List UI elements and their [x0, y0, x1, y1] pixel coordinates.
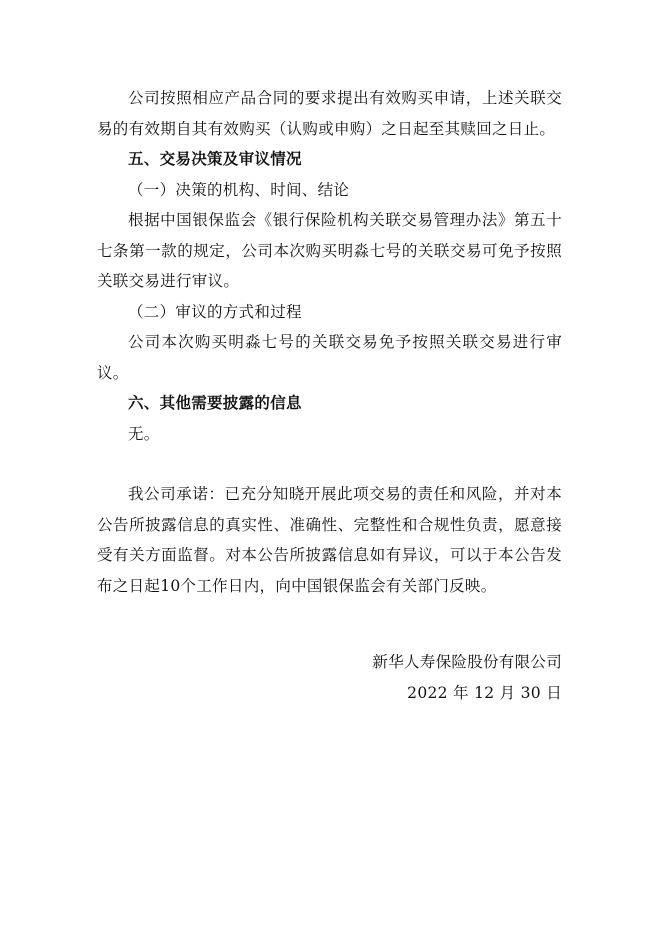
- section-5-sub-1-heading: （一）决策的机构、时间、结论: [128, 180, 350, 199]
- document-page: [97, 83, 562, 708]
- signature-company: 新华人寿保险股份有限公司: [372, 653, 562, 671]
- commitment-paragraph: 我公司承诺：已充分知晓开展此项交易的责任和风险，并对本公告所披露信息的真实性、准确性、完整性和合规性负责，愿意接受有关方面监督。对本公告所披露信息如有异议，可以于本公告发布之日起10个工作日内，向中国银保监会有关部门反映。: [97, 485, 562, 595]
- section-5-sub-2-text: 公司本次购买明淼七号的关联交易免予按照关联交易进行审议。: [97, 333, 562, 382]
- section-5-sub-1-text: 根据中国银保监会《银行保险机构关联交易管理办法》第五十七条第一款的规定，公司本次购买明淼七号的关联交易可免予按照关联交易进行审议。: [97, 211, 562, 290]
- section-6-text: 无。: [128, 424, 160, 443]
- spacer: [97, 601, 562, 647]
- continuation-paragraph: 公司按照相应产品合同的要求提出有效购买申请，上述关联交易的有效期自其有效购买（认购或申购）之日起至其赎回之日止。: [97, 89, 562, 138]
- signature-date: 2022 年 12 月 30 日: [407, 683, 562, 702]
- section-5-sub-2-heading: （二）审议的方式和过程: [128, 302, 302, 321]
- spacer: [97, 449, 562, 479]
- section-5-heading: 五、交易决策及审议情况: [128, 150, 302, 168]
- section-6-heading: 六、其他需要披露的信息: [128, 394, 302, 412]
